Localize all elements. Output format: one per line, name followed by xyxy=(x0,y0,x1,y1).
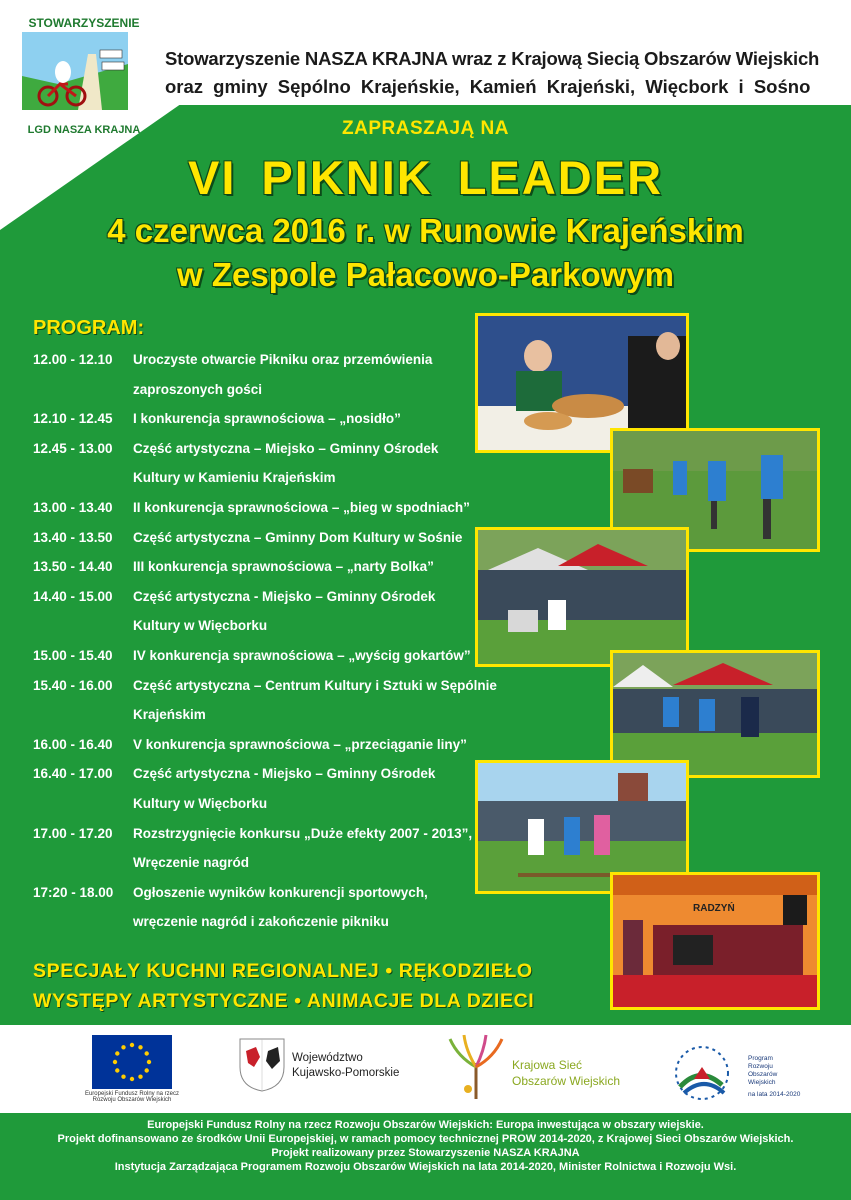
schedule-time: 13.50 - 14.40 xyxy=(33,559,113,574)
eu-star-icon xyxy=(130,1077,134,1081)
photo-sack-race xyxy=(610,650,820,778)
eu-star-icon xyxy=(130,1043,134,1047)
schedule-description: Część artystyczna – Centrum Kultury i Sztuki w Sępólnie xyxy=(133,678,497,693)
attractions-line-1: SPECJAŁY KUCHNI REGIONALNEJ • RĘKODZIEŁO xyxy=(33,960,533,982)
schedule-description: II konkurencja sprawnościowa – „bieg w spodniach” xyxy=(133,500,470,515)
schedule-description: Część artystyczna - Miejsko – Gminny Ośrodek xyxy=(133,589,436,604)
footer-line-4: Instytucja Zarządzająca Programem Rozwoju Obszarów Wiejskich na lata 2014-2020, Minister Rolnictwa i Rozwoju Wsi. xyxy=(114,1161,737,1173)
attractions-line-2: WYSTĘPY ARTYSTYCZNE • ANIMACJE DLA DZIECI xyxy=(33,990,535,1012)
prow-name-1: Program xyxy=(748,1055,773,1062)
prow-name-5: na lata 2014-2020 xyxy=(748,1091,801,1098)
eu-star-icon xyxy=(115,1068,119,1072)
schedule-description: Kultury w Kamieniu Krajeńskim xyxy=(133,470,336,485)
schedule-time: 13.40 - 13.50 xyxy=(33,530,113,545)
logo-bottom-text: LGD NASZA KRAJNA xyxy=(27,124,141,136)
voivodeship-name-1: Województwo xyxy=(292,1052,363,1064)
eu-star-icon xyxy=(121,1045,125,1049)
schedule-time: 12.10 - 12.45 xyxy=(33,411,113,426)
poster-title: VI PIKNIK LEADER xyxy=(187,151,664,204)
eu-star-icon xyxy=(115,1051,119,1055)
schedule-description: Uroczyste otwarcie Pikniku oraz przemówienia xyxy=(133,352,433,367)
event-date-place: 4 czerwca 2016 r. w Runowie Krajeńskim xyxy=(107,212,744,249)
footer-line-1: Europejski Fundusz Rolny na rzecz Rozwoju Obszarów Wiejskich: Europa inwestująca w obszary wiejskie. xyxy=(147,1119,704,1131)
schedule-time: 12.00 - 12.10 xyxy=(33,352,113,367)
eu-caption-2: Rozwoju Obszarów Wiejskich xyxy=(92,1097,172,1103)
eu-caption-1: Europejski Fundusz Rolny na rzecz xyxy=(84,1091,180,1097)
footer-funding-info xyxy=(0,1113,851,1200)
schedule-time: 14.40 - 15.00 xyxy=(33,589,113,604)
schedule-description: Ogłoszenie wyników konkurencji sportowych, xyxy=(133,885,428,900)
schedule-description: Krajeńskim xyxy=(133,707,206,722)
prow-name-2: Rozwoju xyxy=(748,1063,773,1070)
schedule-time: 16.40 - 17.00 xyxy=(33,766,113,781)
event-venue: w Zespole Pałacowo-Parkowym xyxy=(177,256,674,293)
schedule-description: Część artystyczna – Miejsko – Gminny Ośrodek xyxy=(133,441,439,456)
schedule-description: Kultury w Więcborku xyxy=(133,618,268,633)
eu-star-icon xyxy=(113,1060,117,1064)
schedule-time: 15.40 - 16.00 xyxy=(33,678,113,693)
schedule-description: Kultury w Więcborku xyxy=(133,796,268,811)
program-heading: PROGRAM: xyxy=(33,317,145,339)
sponsor-logos xyxy=(0,1025,851,1115)
ksow-name-1: Krajowa Sieć xyxy=(512,1058,583,1072)
eu-flag-logo xyxy=(92,1035,172,1089)
schedule-time: 17.00 - 17.20 xyxy=(33,826,113,841)
eu-star-icon xyxy=(145,1068,149,1072)
eu-star-icon xyxy=(138,1075,142,1079)
schedule-description: Rozstrzygnięcie konkursu „Duże efekty 2007 - 2013”, xyxy=(133,826,473,841)
schedule-description: IV konkurencja sprawnościowa – „wyścig gokartów” xyxy=(133,648,471,663)
organizer-line-2: oraz gminy Sępólno Krajeńskie, Kamień Krajeński, Więcbork i Sośno xyxy=(165,76,811,97)
prow-name-4: Wiejskich xyxy=(748,1079,776,1086)
schedule-description: I konkurencja sprawnościowa – „nosidło” xyxy=(133,411,401,426)
eu-star-icon xyxy=(147,1060,151,1064)
footer-line-2: Projekt dofinansowano ze środków Unii Europejskiej, w ramach pomocy technicznej PROW 2014-2020, z Krajowej Sieci Obszarów Wiejskich. xyxy=(57,1133,794,1145)
stage-sign-text: RADZYŃ xyxy=(693,903,735,914)
voivodeship-name-2: Kujawsko-Pomorskie xyxy=(292,1067,400,1079)
schedule-time: 17:20 - 18.00 xyxy=(33,885,114,900)
voivodeship-coat-of-arms-icon xyxy=(238,1037,286,1093)
ksow-name-2: Obszarów Wiejskich xyxy=(512,1074,621,1088)
photo-stage-choir xyxy=(610,872,820,1010)
schedule-description: Wręczenie nagród xyxy=(133,855,250,870)
organizer-line-1: Stowarzyszenie NASZA KRAJNA wraz z Krajową Siecią Obszarów Wiejskich xyxy=(165,48,820,69)
eu-star-icon xyxy=(138,1045,142,1049)
schedule-description: wręczenie nagród i zakończenie pikniku xyxy=(133,914,389,929)
eu-star-icon xyxy=(145,1051,149,1055)
logo-top-text: STOWARZYSZENIE xyxy=(28,16,140,30)
photo-crowd-contest xyxy=(475,527,689,667)
eu-star-icon xyxy=(121,1075,125,1079)
schedule-description: zaproszonych gości xyxy=(133,382,263,397)
footer-line-3: Projekt realizowany przez Stowarzyszenie NASZA KRAJNA xyxy=(271,1147,580,1159)
schedule-description: Część artystyczna – Gminny Dom Kultury w Sośnie xyxy=(133,530,463,545)
schedule-time: 15.00 - 15.40 xyxy=(33,648,113,663)
prow-logo-icon xyxy=(664,1035,744,1105)
schedule-time: 13.00 - 13.40 xyxy=(33,500,113,515)
schedule-description: V konkurencja sprawnościowa – „przeciąganie liny” xyxy=(133,737,467,752)
schedule-description: III konkurencja sprawnościowa – „narty Bolka” xyxy=(133,559,434,574)
schedule-time: 16.00 - 16.40 xyxy=(33,737,113,752)
invite-text: ZAPRASZAJĄ NA xyxy=(342,118,509,139)
ksow-logo-icon xyxy=(444,1033,508,1101)
schedule-description: Część artystyczna - Miejsko – Gminny Ośrodek xyxy=(133,766,436,781)
schedule-time: 12.45 - 13.00 xyxy=(33,441,113,456)
prow-name-3: Obszarów xyxy=(748,1071,778,1078)
